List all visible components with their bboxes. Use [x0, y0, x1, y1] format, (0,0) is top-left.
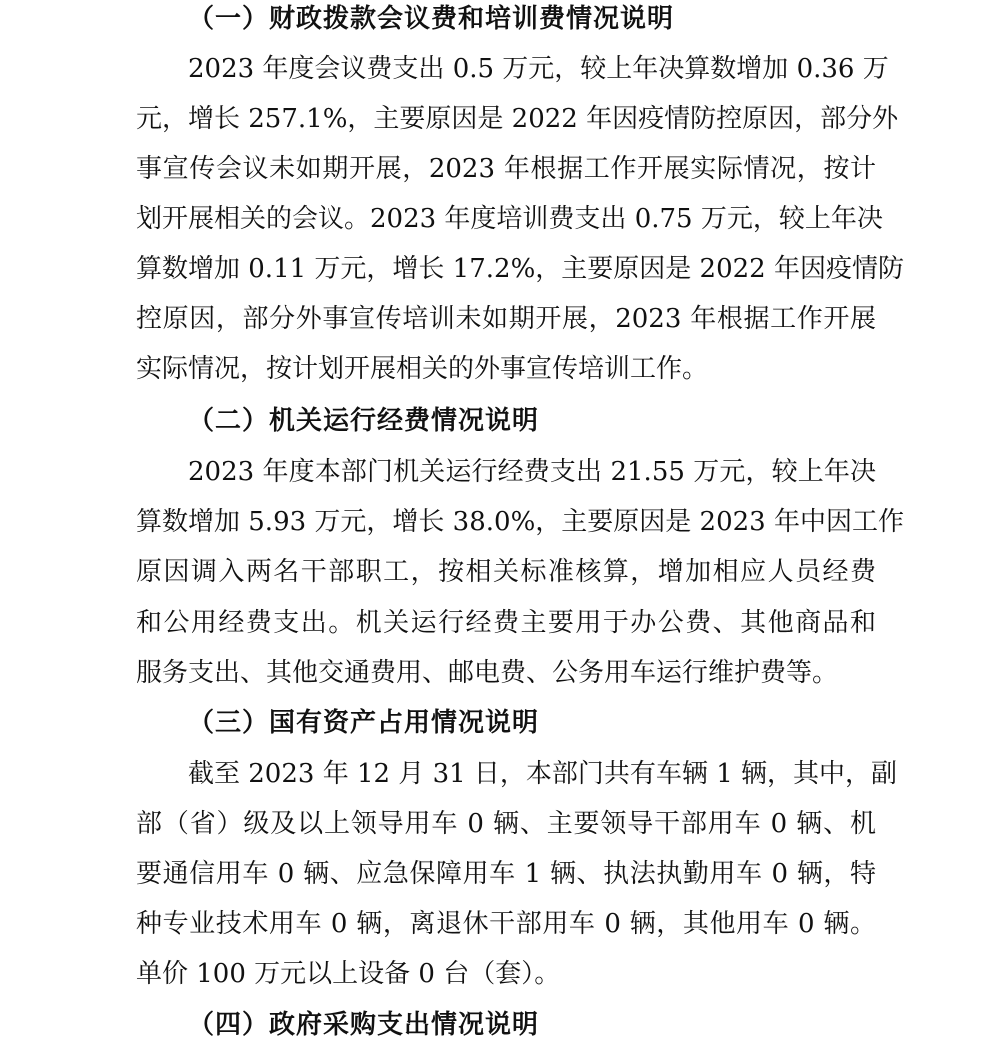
section-heading-1: （一）财政拨款会议费和培训费情况说明: [188, 4, 675, 34]
paragraph-line: 2023 年度本部门机关运行经费支出 21.55 万元，较上年决: [188, 457, 876, 487]
paragraph-line: 和公用经费支出。机关运行经费主要用于办公费、其他商品和: [136, 608, 876, 638]
paragraph-line: 算数增加 5.93 万元，增长 38.0%，主要原因是 2023 年中因工作: [136, 507, 904, 537]
paragraph-line: 元，增长 257.1%，主要原因是 2022 年因疫情防控原因，部分外: [136, 104, 899, 134]
paragraph-line: 控原因，部分外事宣传培训未如期开展，2023 年根据工作开展: [136, 304, 876, 334]
paragraph-line: 实际情况，按计划开展相关的外事宣传培训工作。: [136, 354, 709, 384]
paragraph-line: 原因调入两名干部职工，按相关标准核算，增加相应人员经费: [136, 557, 876, 587]
paragraph-line: 算数增加 0.11 万元，增长 17.2%，主要原因是 2022 年因疫情防: [136, 254, 904, 284]
paragraph-line: 2023 年度会议费支出 0.5 万元，较上年决算数增加 0.36 万: [188, 54, 889, 84]
paragraph-line: 部（省）级及以上领导用车 0 辆、主要领导干部用车 0 辆、机: [136, 809, 876, 839]
paragraph-line: 服务支出、其他交通费用、邮电费、公务用车运行维护费等。: [136, 658, 839, 688]
section-heading-2: （二）机关运行经费情况说明: [188, 406, 540, 436]
paragraph-line: 单价 100 万元以上设备 0 台（套）。: [136, 959, 561, 989]
paragraph-line: 截至 2023 年 12 月 31 日，本部门共有车辆 1 辆，其中，副: [188, 759, 897, 789]
paragraph-line: 事宣传会议未如期开展，2023 年根据工作开展实际情况，按计: [136, 154, 876, 184]
paragraph-line: 划开展相关的会议。2023 年度培训费支出 0.75 万元，较上年决: [136, 204, 883, 234]
paragraph-line: 要通信用车 0 辆、应急保障用车 1 辆、执法执勤用车 0 辆，特: [136, 859, 876, 889]
paragraph-line: 种专业技术用车 0 辆，离退休干部用车 0 辆，其他用车 0 辆。: [136, 909, 876, 939]
section-heading-4: （四）政府采购支出情况说明: [188, 1010, 540, 1040]
section-heading-3: （三）国有资产占用情况说明: [188, 708, 540, 738]
